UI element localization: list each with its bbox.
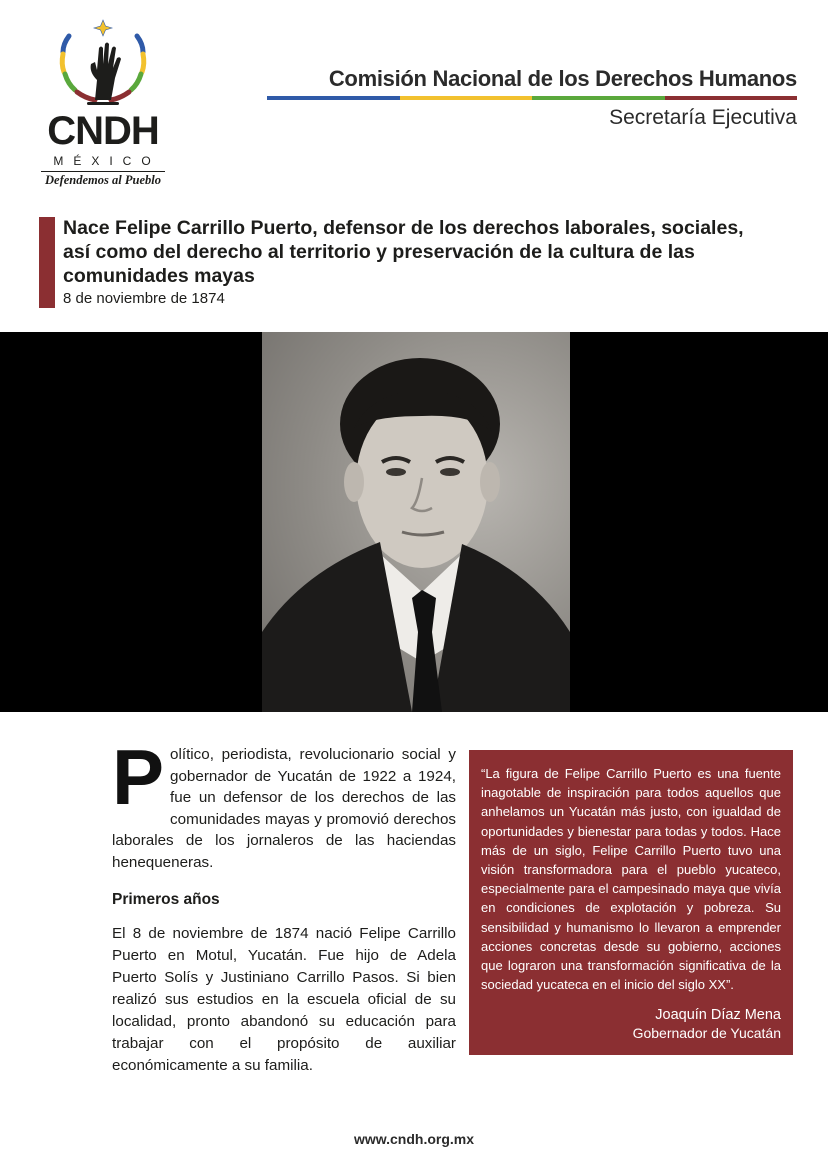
section-paragraph: El 8 de noviembre de 1874 nació Felipe Carrillo Puerto en Motul, Yucatán. Fue hijo de Adela Puerto Solís y Justiniano Carrillo Pasos. Si bien realizó sus estudios en la escuela oficial de su localidad, pronto abandonó su educación para trabajar con el propósito de auxiliar económicamente a su familia. [112, 925, 456, 1074]
quote-author: Joaquín Díaz Mena [655, 1007, 781, 1024]
raised-hand-icon [87, 43, 121, 106]
logo-acronym: CNDH [47, 109, 159, 153]
star-icon [94, 20, 112, 36]
portrait-photo [262, 332, 570, 712]
title-accent-bar [39, 217, 55, 308]
article-date: 8 de noviembre de 1874 [63, 290, 225, 307]
footer-website-link[interactable]: www.cndh.org.mx [353, 1131, 475, 1147]
article-title: Nace Felipe Carrillo Puerto, defensor de los derechos laborales, sociales, así como del derecho al territorio y preservación de la cultura de las comunidades mayas [63, 217, 744, 287]
portrait-illustration [262, 332, 570, 712]
quote-box [469, 750, 793, 1055]
photo-band [0, 332, 828, 712]
lead-text: olítico, periodista, revolucionario social y gobernador de Yucatán de 1922 a 1924, fue un defensor de los derechos de las comunidades mayas y promovió derechos laborales de los jornaleros de las haciendas henequeneras. [112, 746, 456, 871]
laurel-wreath-icon [55, 18, 151, 110]
stripe-yellow [400, 96, 533, 100]
logo-divider [41, 171, 165, 172]
lead-paragraph [112, 733, 456, 873]
logo-tagline: Defendemos al Pueblo [45, 173, 161, 187]
quote-text: “La figura de Felipe Carrillo Puerto es una fuente inagotable de inspiración para todos aquellos que anhelamos un Yucatán más justo, con igualdad de oportunidades y bienestar para todas y todos. Hace más de un siglo, Felipe Carrillo Puerto tuvo una visión transformadora para el pueblo yucateco, especialmente para el campesinado maya que vivía en condiciones de explotación y pobreza. Su sensibilidad y humanismo lo llevaron a emprender acciones concretas desde su gobierno, acciones que lograron una transformación significativa de la sociedad yucateca en el inicio del siglo XX”. [481, 766, 781, 993]
stripe-blue [267, 96, 400, 100]
quote-author-role: Gobernador de Yucatán [632, 1025, 781, 1042]
article-body [112, 733, 456, 1077]
org-name: Comisión Nacional de los Derechos Humanos [328, 66, 797, 91]
logo-country: MÉXICO [53, 154, 161, 168]
section-heading: Primeros años [112, 891, 220, 908]
color-stripe [267, 96, 797, 100]
org-unit: Secretaría Ejecutiva [609, 106, 797, 129]
cndh-logo [38, 18, 168, 188]
stripe-green [532, 96, 665, 100]
stripe-red [665, 96, 798, 100]
drop-cap: P [112, 733, 165, 821]
